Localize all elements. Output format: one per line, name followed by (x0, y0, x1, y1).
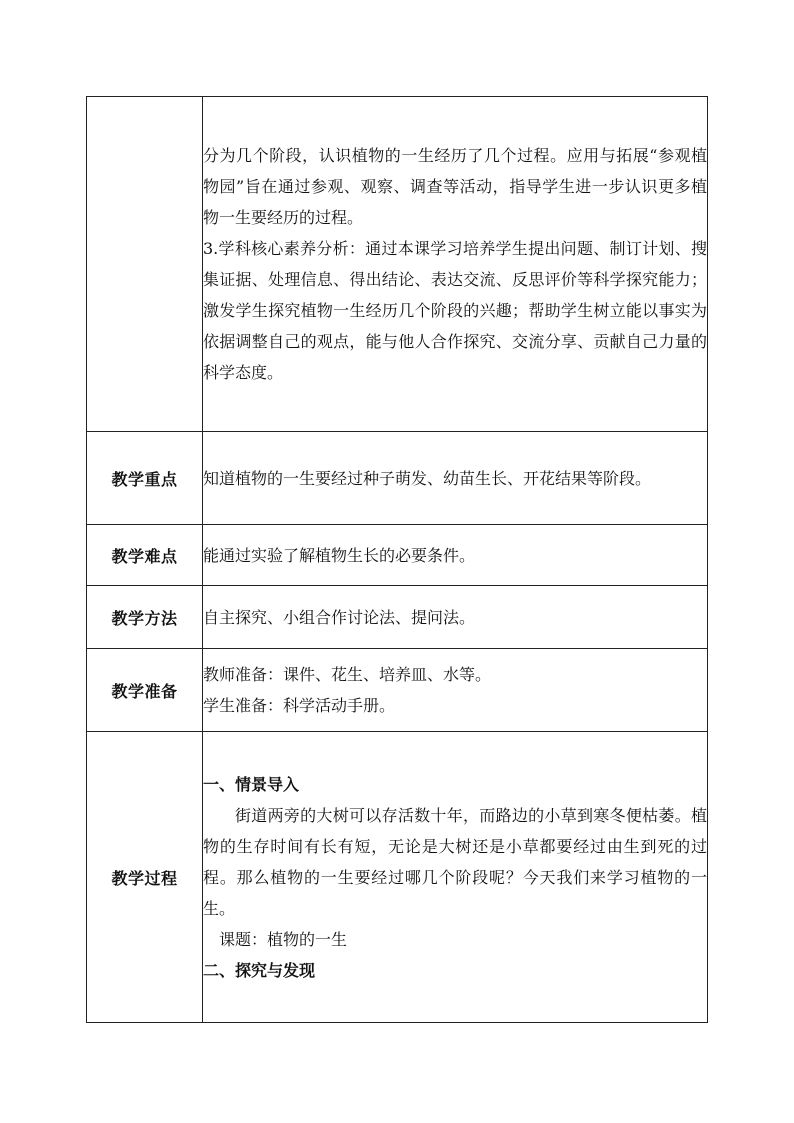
row-label-empty (87, 97, 203, 432)
row-label-preparation: 教学准备 (87, 649, 203, 732)
row-label-process: 教学过程 (87, 732, 203, 1023)
student-preparation: 学生准备：科学活动手册。 (203, 696, 396, 715)
teacher-preparation: 教师准备：课件、花生、培养皿、水等。 (203, 665, 492, 684)
row-label-difficulty: 教学难点 (87, 525, 203, 586)
table-row (87, 586, 708, 649)
analysis-paragraph: 分为几个阶段，认识植物的一生经历了几个过程。应用与拓展“参观植物园”旨在通过参观、观察、调查等活动，指导学生进一步认识更多植物一生要经历的过程。 (203, 146, 707, 227)
analysis-cell (203, 97, 708, 432)
table-row (87, 97, 708, 432)
method-text: 自主探究、小组合作讨论法、提问法。 (203, 586, 708, 649)
difficulty-text: 能通过实验了解植物生长的必要条件。 (203, 525, 708, 586)
preparation-cell (203, 649, 708, 732)
section-heading-intro: 一、情景导入 (203, 774, 300, 794)
row-label-focus: 教学重点 (87, 432, 203, 525)
table-row (87, 732, 708, 1023)
process-cell (203, 732, 708, 1023)
section-heading-explore: 二、探究与发现 (203, 960, 316, 980)
lesson-topic: 课题：植物的一生 (219, 929, 348, 949)
table-row (87, 649, 708, 732)
focus-text: 知道植物的一生要经过种子萌发、幼苗生长、开花结果等阶段。 (203, 432, 708, 525)
intro-paragraph: 街道两旁的大树可以存活数十年，而路边的小草到寒冬便枯萎。植物的生存时间有长有短，无论是大树还是小草都要经过由生到死的过程。那么植物的一生要经过哪几个阶段呢？今天我们来学习植物的一生。 (203, 805, 707, 918)
core-literacy-paragraph: 3.学科核心素养分析：通过本课学习培养学生提出问题、制订计划、搜集证据、处理信息、得出结论、表达交流、反思评价等科学探究能力；激发学生探究植物一生经历几个阶段的兴趣；帮助学生树立能以事实为依据调整自己的观点，能与他人合作探究、交流分享、贡献自己力量的科学态度。 (203, 239, 707, 382)
lesson-plan-table (86, 96, 708, 1023)
table-row (87, 432, 708, 525)
table-row (87, 525, 708, 586)
row-label-method: 教学方法 (87, 586, 203, 649)
